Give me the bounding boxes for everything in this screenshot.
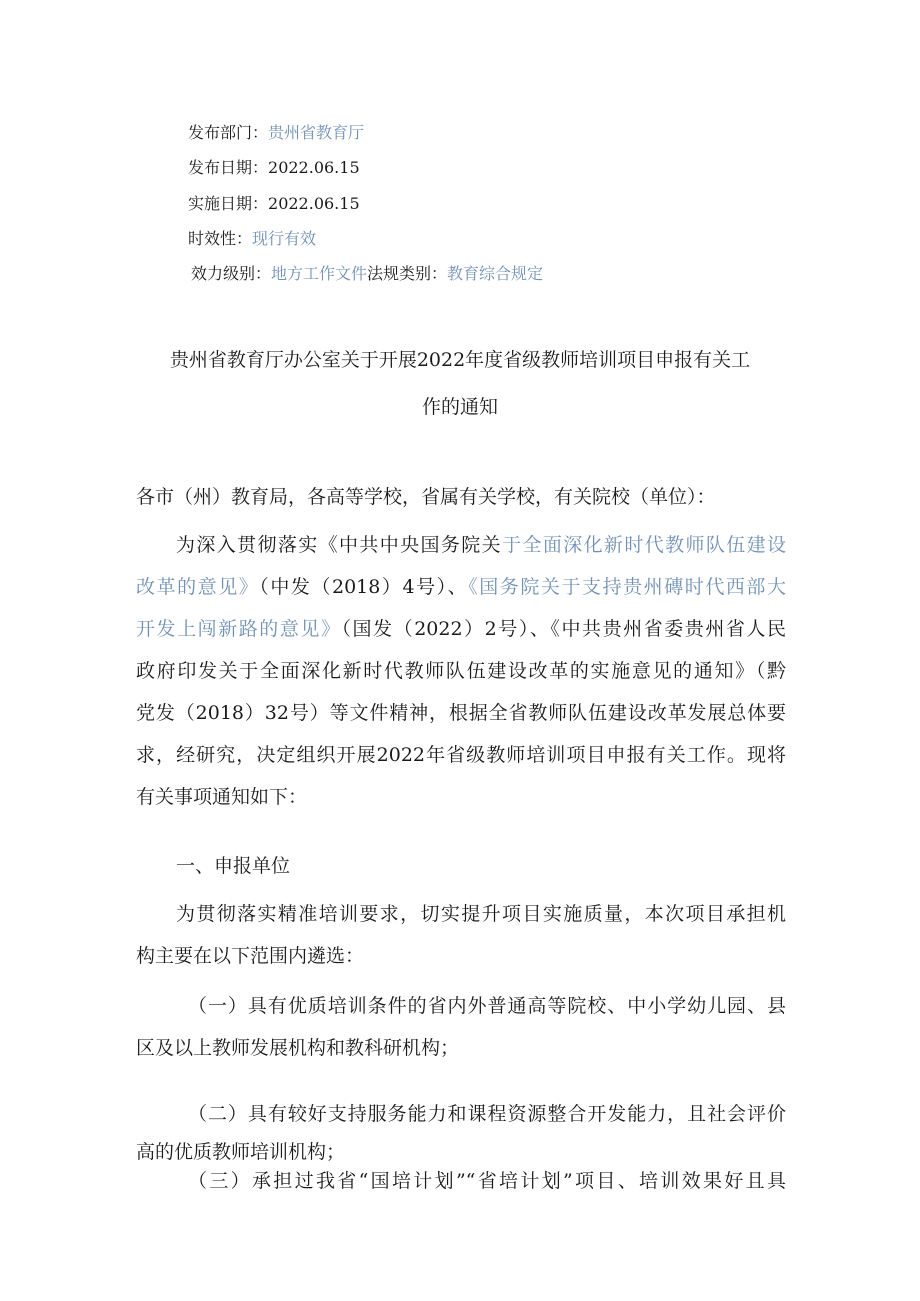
meta-department	[188, 123, 364, 143]
list-item-3	[136, 1160, 786, 1202]
intro-text-2b: （中发（2018）4号）、	[259, 576, 469, 598]
list-item-1	[136, 985, 786, 1069]
section-1-paragraph	[136, 893, 786, 977]
item-3-line-1: （三）承担过我省“国培计划”“省培计划”项目、培训效果好且具	[188, 1170, 786, 1192]
item-1-line-2: 区及以上教师发展机构和教科研机构；	[136, 1037, 460, 1059]
intro-text-3b: （国发（2022）2号）、《中共贵州省委贵州省人民	[341, 618, 786, 640]
level-link[interactable]: 地方工作文件	[271, 264, 368, 283]
intro-line-1	[136, 524, 786, 566]
meta-level-category	[191, 264, 543, 284]
section-1-heading: 一、申报单位	[176, 855, 291, 877]
intro-line-4: 政府印发关于全面深化新时代教师队伍建设改革的实施意见的通知》（黔	[136, 660, 786, 682]
meta-publish-date	[188, 158, 360, 178]
salutation-text: 各市（州）教育局，各高等学校，省属有关学校，有关院校（单位）：	[136, 486, 716, 508]
category-link[interactable]: 教育综合规定	[447, 264, 544, 283]
section-1-line-2: 构主要在以下范围内遴选：	[136, 945, 365, 967]
item-1-line-1: （一）具有优质培训条件的省内外普通高等院校、中小学幼儿园、县	[188, 995, 786, 1017]
salutation	[136, 476, 786, 518]
meta-effective-date	[188, 194, 360, 214]
publish-date-label: 发布日期：	[188, 158, 269, 177]
document-title-line-2: 作的通知	[421, 396, 498, 418]
validity-link[interactable]: 现行有效	[252, 229, 317, 248]
item-2-line-1: （二）具有较好支持服务能力和课程资源整合开发能力，且社会评价	[188, 1103, 786, 1125]
intro-line-6: 求，经研究，决定组织开展2022年省级教师培训项目申报有关工作。现将	[136, 744, 786, 766]
department-label: 发布部门：	[188, 123, 269, 142]
effective-date-label: 实施日期：	[188, 194, 269, 213]
meta-validity	[188, 229, 316, 249]
intro-line-7: 有关事项通知如下：	[136, 786, 308, 808]
intro-link-1b[interactable]: 于全面深化新时代教师队伍建设	[502, 534, 786, 556]
department-link[interactable]: 贵州省教育厅	[268, 123, 365, 142]
section-heading	[176, 845, 786, 887]
category-label: 法规类别：	[367, 264, 448, 283]
item-2-line-2: 高的优质教师培训机构；	[136, 1141, 346, 1163]
intro-line-5: 党发（2018）32号）等文件精神，根据全省教师队伍建设改革发展总体要	[136, 702, 786, 724]
publish-date-value: 2022.06.15	[268, 158, 360, 177]
validity-label: 时效性：	[188, 229, 253, 248]
intro-link-3a[interactable]: 开发上闯新路的意见》	[136, 618, 342, 640]
effective-date-value: 2022.06.15	[268, 194, 360, 213]
intro-text-1a: 为深入贯彻落实《中共中央国务院关	[176, 534, 503, 556]
intro-paragraph	[136, 524, 786, 818]
document-title-line-1: 贵州省教育厅办公室关于开展2022年度省级教师培训项目申报有关工	[169, 349, 751, 371]
section-1-line-1: 为贯彻落实精准培训要求，切实提升项目实施质量，本次项目承担机	[176, 903, 786, 925]
intro-link-2c[interactable]: 《国务院关于支持贵州磚时代西部大	[468, 576, 786, 598]
intro-line-2	[136, 566, 786, 608]
intro-link-2a[interactable]: 改革的意见》	[136, 576, 260, 598]
intro-line-3	[136, 608, 786, 650]
level-label: 效力级别：	[191, 264, 272, 283]
